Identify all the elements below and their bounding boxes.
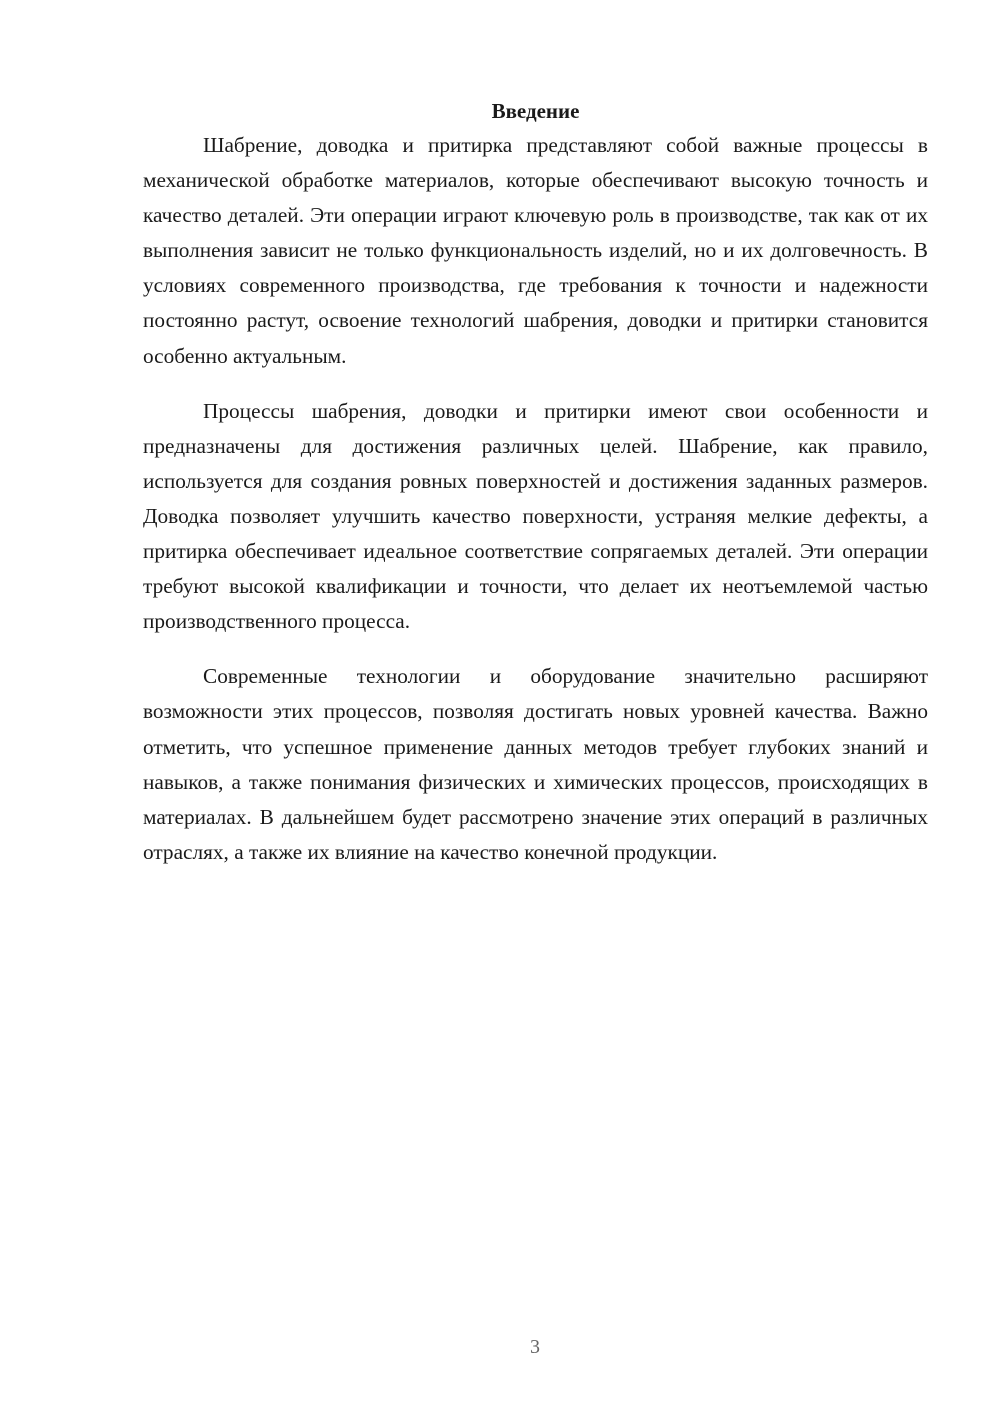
section-heading: Введение	[491, 99, 580, 123]
paragraph-1: Шабрение, доводка и притирка представляют собой важные процессы в механической обработке материалов, которые обеспечивают высокую точность и качество деталей. Эти операции играют ключевую роль в производстве, так как от их выполнения зависит не только функциональность изделий, но и их долговечность. В условиях современного производства, где требования к точности и надежности постоянно растут, освоение технологий шабрения, доводки и притирки становится особенно актуальным.	[143, 133, 928, 368]
paragraph-3: Современные технологии и оборудование значительно расширяют возможности этих процессов, позволяя достигать новых уровней качества. Важно отметить, что успешное применение данных методов требует глубоких знаний и навыков, а также понимания физических и химических процессов, происходящих в материалах. В дальнейшем будет рассмотрено значение этих операций в различных отраслях, а также их влияние на качество конечной продукции.	[143, 664, 928, 864]
page-content	[143, 96, 928, 890]
page-number: 3	[530, 1336, 540, 1358]
paragraph-2: Процессы шабрения, доводки и притирки имеют свои особенности и предназначены для достижения различных целей. Шабрение, как правило, используется для создания ровных поверхностей и достижения заданных размеров. Доводка позволяет улучшить качество поверхности, устраняя мелкие дефекты, а притирка обеспечивает идеальное соответствие сопрягаемых деталей. Эти операции требуют высокой квалификации и точности, что делает их неотъемлемой частью производственного процесса.	[143, 398, 928, 634]
